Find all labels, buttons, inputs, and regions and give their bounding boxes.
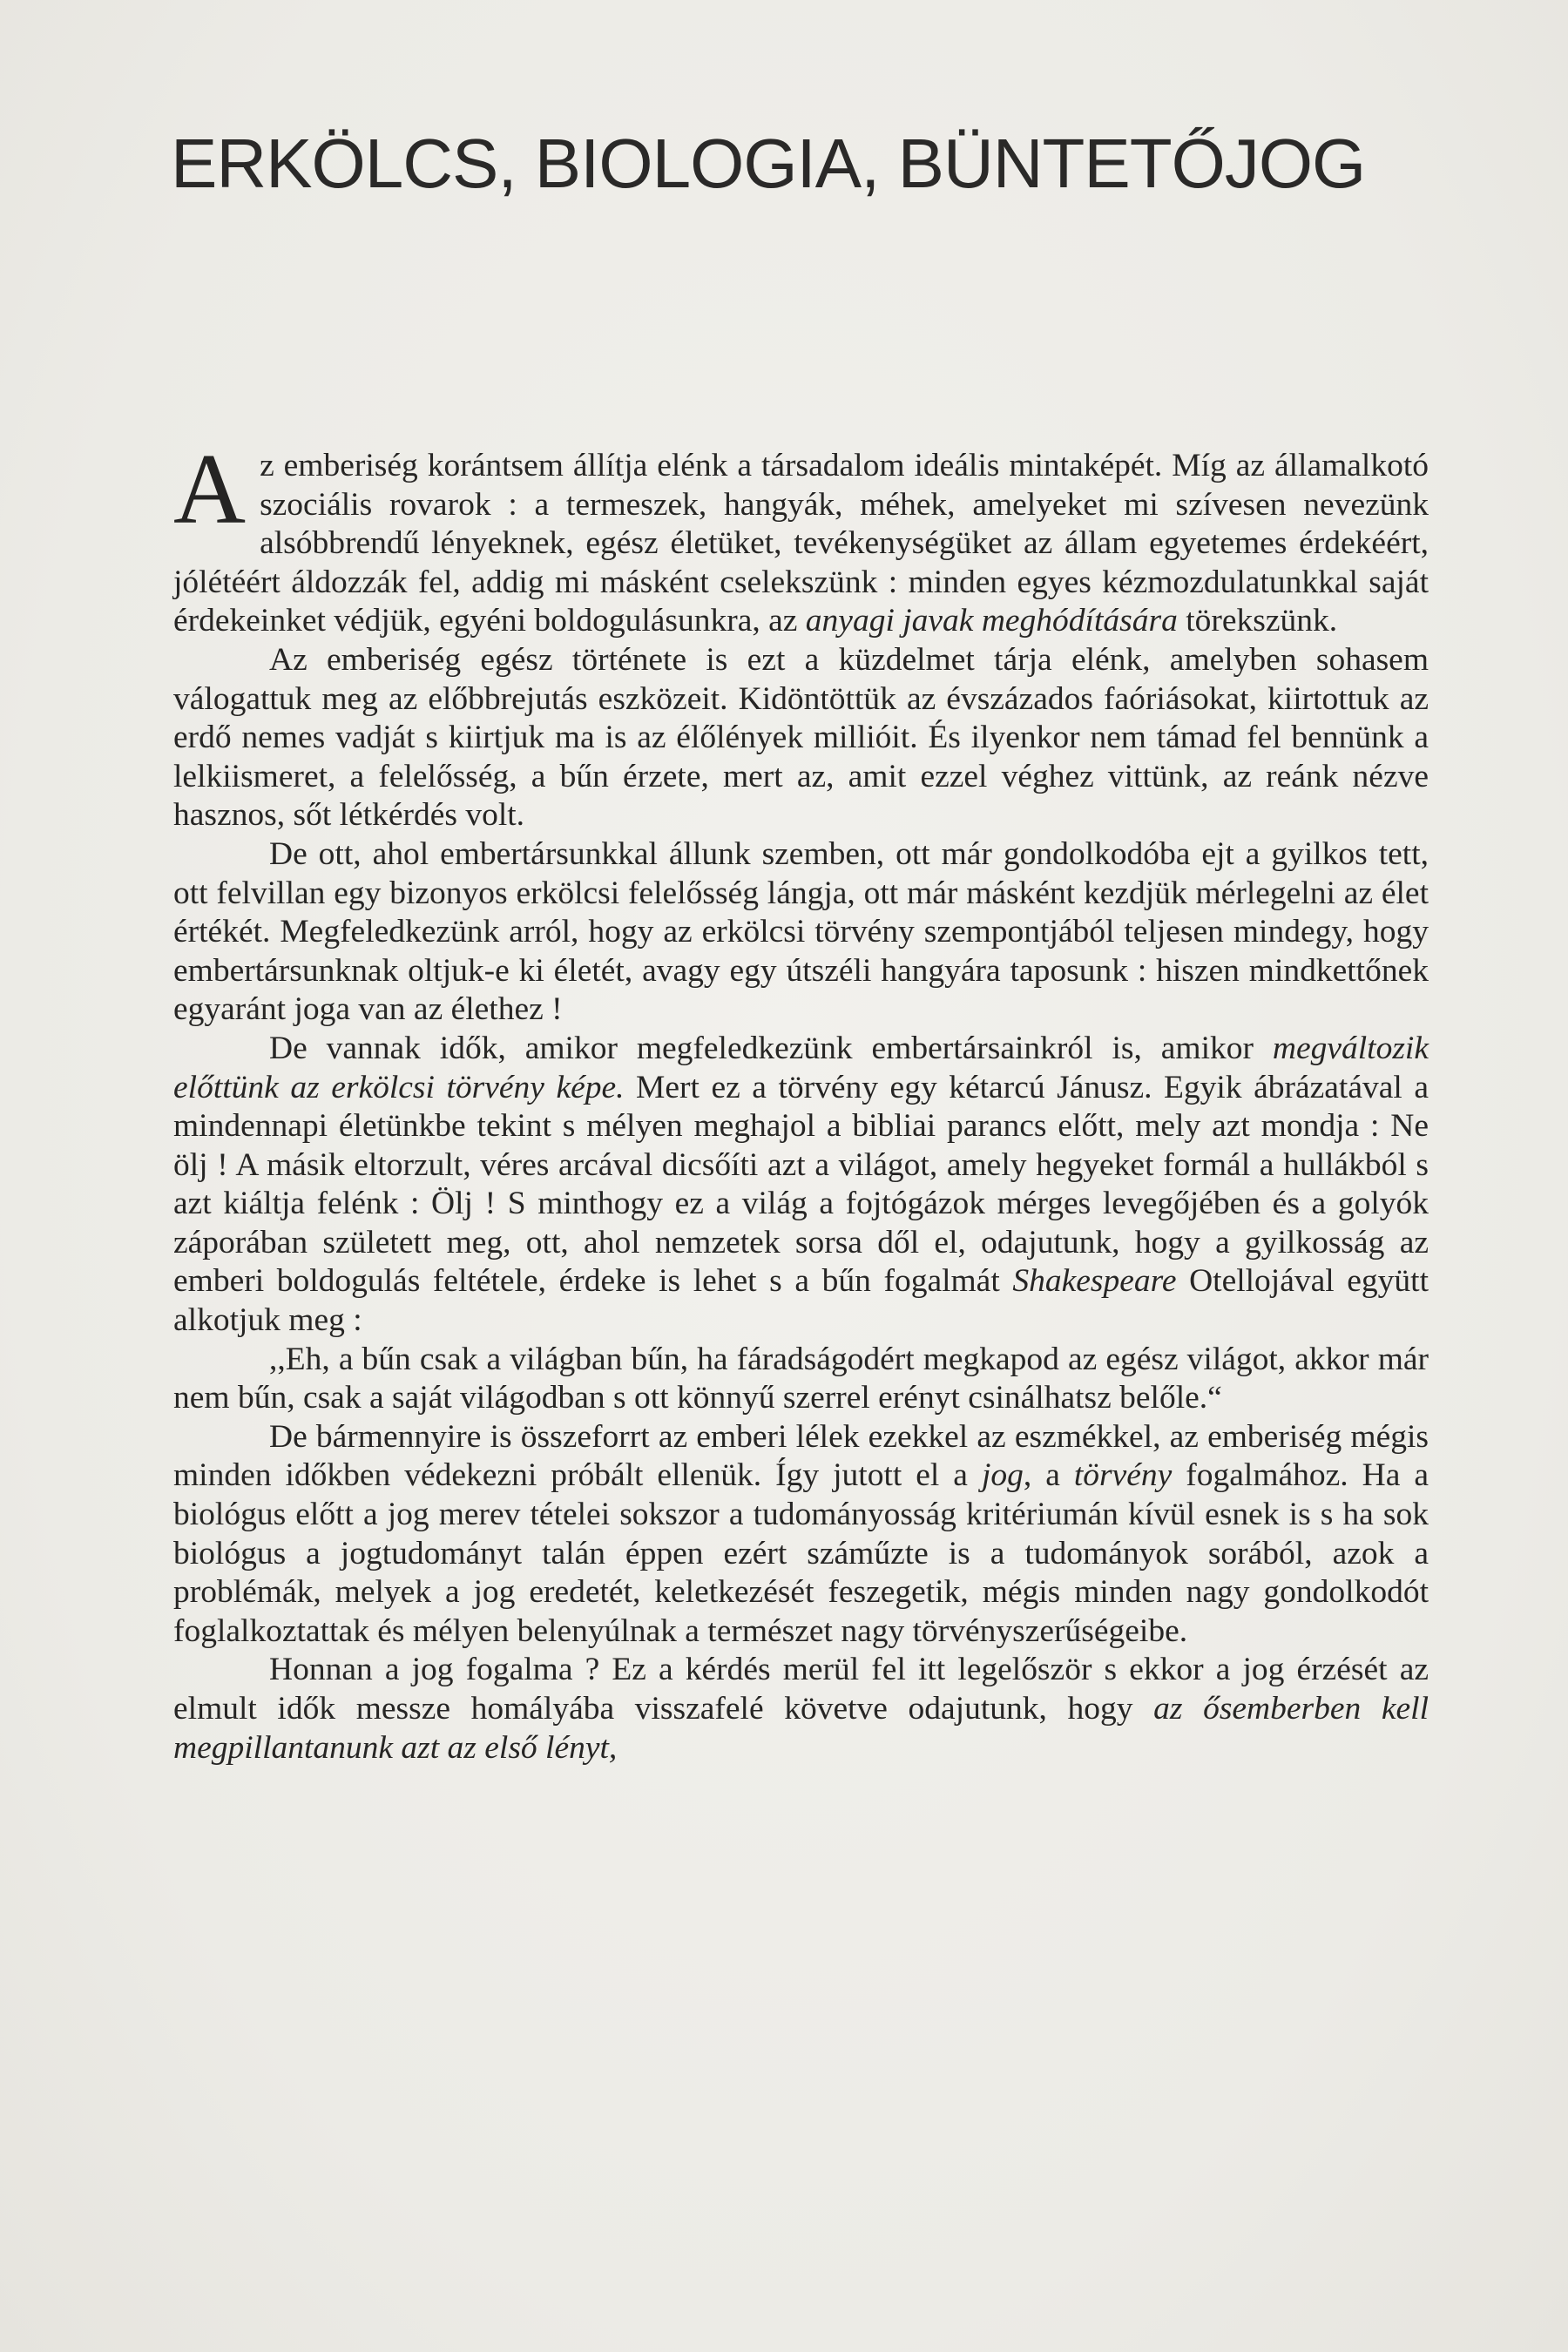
paragraph-6-text-a: De bármennyire is összeforrt az emberi lélek ezekkel az eszmékkel, az emberiség mégis minden időkben védekezni próbált ellenük. Így jutott el a: [173, 1418, 1429, 1494]
paragraph-4-text-a: De vannak idők, amikor megfeledkezünk embertársainkról is, amikor: [269, 1030, 1273, 1066]
paragraph-7: [173, 1651, 1429, 1767]
paragraph-4-text-b: Mert ez a törvény egy kétarcú Jánusz. Egyik ábrázatával a mindennapi életünkbe tekint s mélyen meghajol a bibliai parancs előtt, mely azt mondja : Ne ölj ! A másik eltorzult, véres arcával dicsőíti azt a világot, amely hegyeket formál a hullákból s azt kiáltja felénk : Ölj ! S minthogy ez a világ a fojtógázok mérges levegőjében és a golyók záporában született meg, ott, ahol nemzetek sorsa dől el, odajutunk, hogy a gyilkosság az emberi boldogulás feltétele, érdeke is lehet s a bűn fogalmát: [173, 1069, 1429, 1300]
paragraph-6: [173, 1418, 1429, 1652]
paragraph-6-emphasis-1: jog: [981, 1457, 1024, 1494]
quotation-paragraph: ,,Eh, a bűn csak a világban bűn, ha fáradságodért megkapod az egész világot, akkor már nem bűn, csak a saját világodban s ott könnyű szerrel erényt csinálhatsz belőle.“: [173, 1341, 1429, 1416]
paragraph-1-text-b: törekszünk.: [1177, 603, 1338, 639]
paragraph-4-text-c: Otellojával együtt alkotjuk meg :: [173, 1263, 1429, 1339]
paragraph-2: Az emberiség egész története is ezt a küzdelmet tárja elénk, amelyben sohasem válogattuk meg az előbbrejutás eszközeit. Kidöntöttük az évszázados faóriásokat, kiirtottuk az erdő nemes vadját s kiirtjuk ma is az élőlények millióit. És ilyenkor nem támad fel bennünk a lelkiismeret, a felelősség, a bűn érzete, mert az, amit ezzel véghez vittünk, az reánk nézve hasznos, sőt létkérdés volt.: [173, 641, 1429, 834]
paragraph-6-text-b: , a: [1023, 1457, 1074, 1494]
paragraph-4: [173, 1030, 1429, 1341]
paragraph-7-emphasis: az ősemberben kell megpillantanunk azt az első lényt,: [173, 1691, 1429, 1766]
drop-cap: A: [173, 434, 247, 544]
paragraph-7-text-a: Honnan a jog fogalma ? Ez a kérdés merül fel itt legelőször s ekkor a jog érzését az elmult idők messze homályába visszafelé követve odajutunk, hogy: [173, 1652, 1429, 1727]
paragraph-3: De ott, ahol embertársunkkal állunk szemben, ott már gondolkodóba ejt a gyilkos tett, ott felvillan egy bizonyos erkölcsi felelősség lángja, ott már másként kezdjük mérlegelni az élet értékét. Megfeledkezünk arról, hogy az erkölcsi törvény szempontjából teljesen mindegy, hogy embertársunknak oltjuk-e ki életét, avagy egy útszéli hangyára taposunk : hiszen mindkettőnek egyaránt joga van az élethez !: [173, 835, 1429, 1028]
page-title: ERKÖLCS, BIOLOGIA, BÜNTETŐJOG: [171, 125, 1366, 202]
paragraph-6-emphasis-2: törvény: [1073, 1457, 1173, 1494]
paragraph-4-emphasis-1: megváltozik előttünk az erkölcsi törvény képe.: [173, 1030, 1429, 1105]
paragraph-4-emphasis-2: Shakespeare: [1012, 1263, 1177, 1300]
paragraph-1-emphasis: anyagi javak meghódítására: [805, 603, 1178, 639]
paragraph-1-text-a: z emberiség korántsem állítja elénk a társadalom ideális mintaképét. Míg az államalkotó szociális rovarok : a termeszek, hangyák, méhek, amelyeket mi szívesen nevezünk alsóbbrendű lényeknek, egész életüket, tevékenységüket az állam egyetemes érdekéért, jólétéért áldozzák fel, addig mi másként cselekszünk : minden egyes kézmozdulatunkkal saját érdekeinket védjük, egyéni boldogulásunkra, az: [173, 448, 1429, 639]
paragraph-6-text-c: fogalmához. Ha a biológus előtt a jog merev tételei sokszor a tudományosság kritériumán kívül esnek is s ha sok biológus a jogtudományt talán éppen ezért száműzte is a tudományok sorából, azok a problémák, melyek a jog eredetét, keletkezését feszegetik, mégis minden nagy gondolkodót foglalkoztattak és mélyen belenyúlnak a természet nagy törvényszerűségeibe.: [173, 1457, 1429, 1649]
article-body: [173, 434, 1429, 1767]
paragraph-1: [173, 434, 1429, 641]
